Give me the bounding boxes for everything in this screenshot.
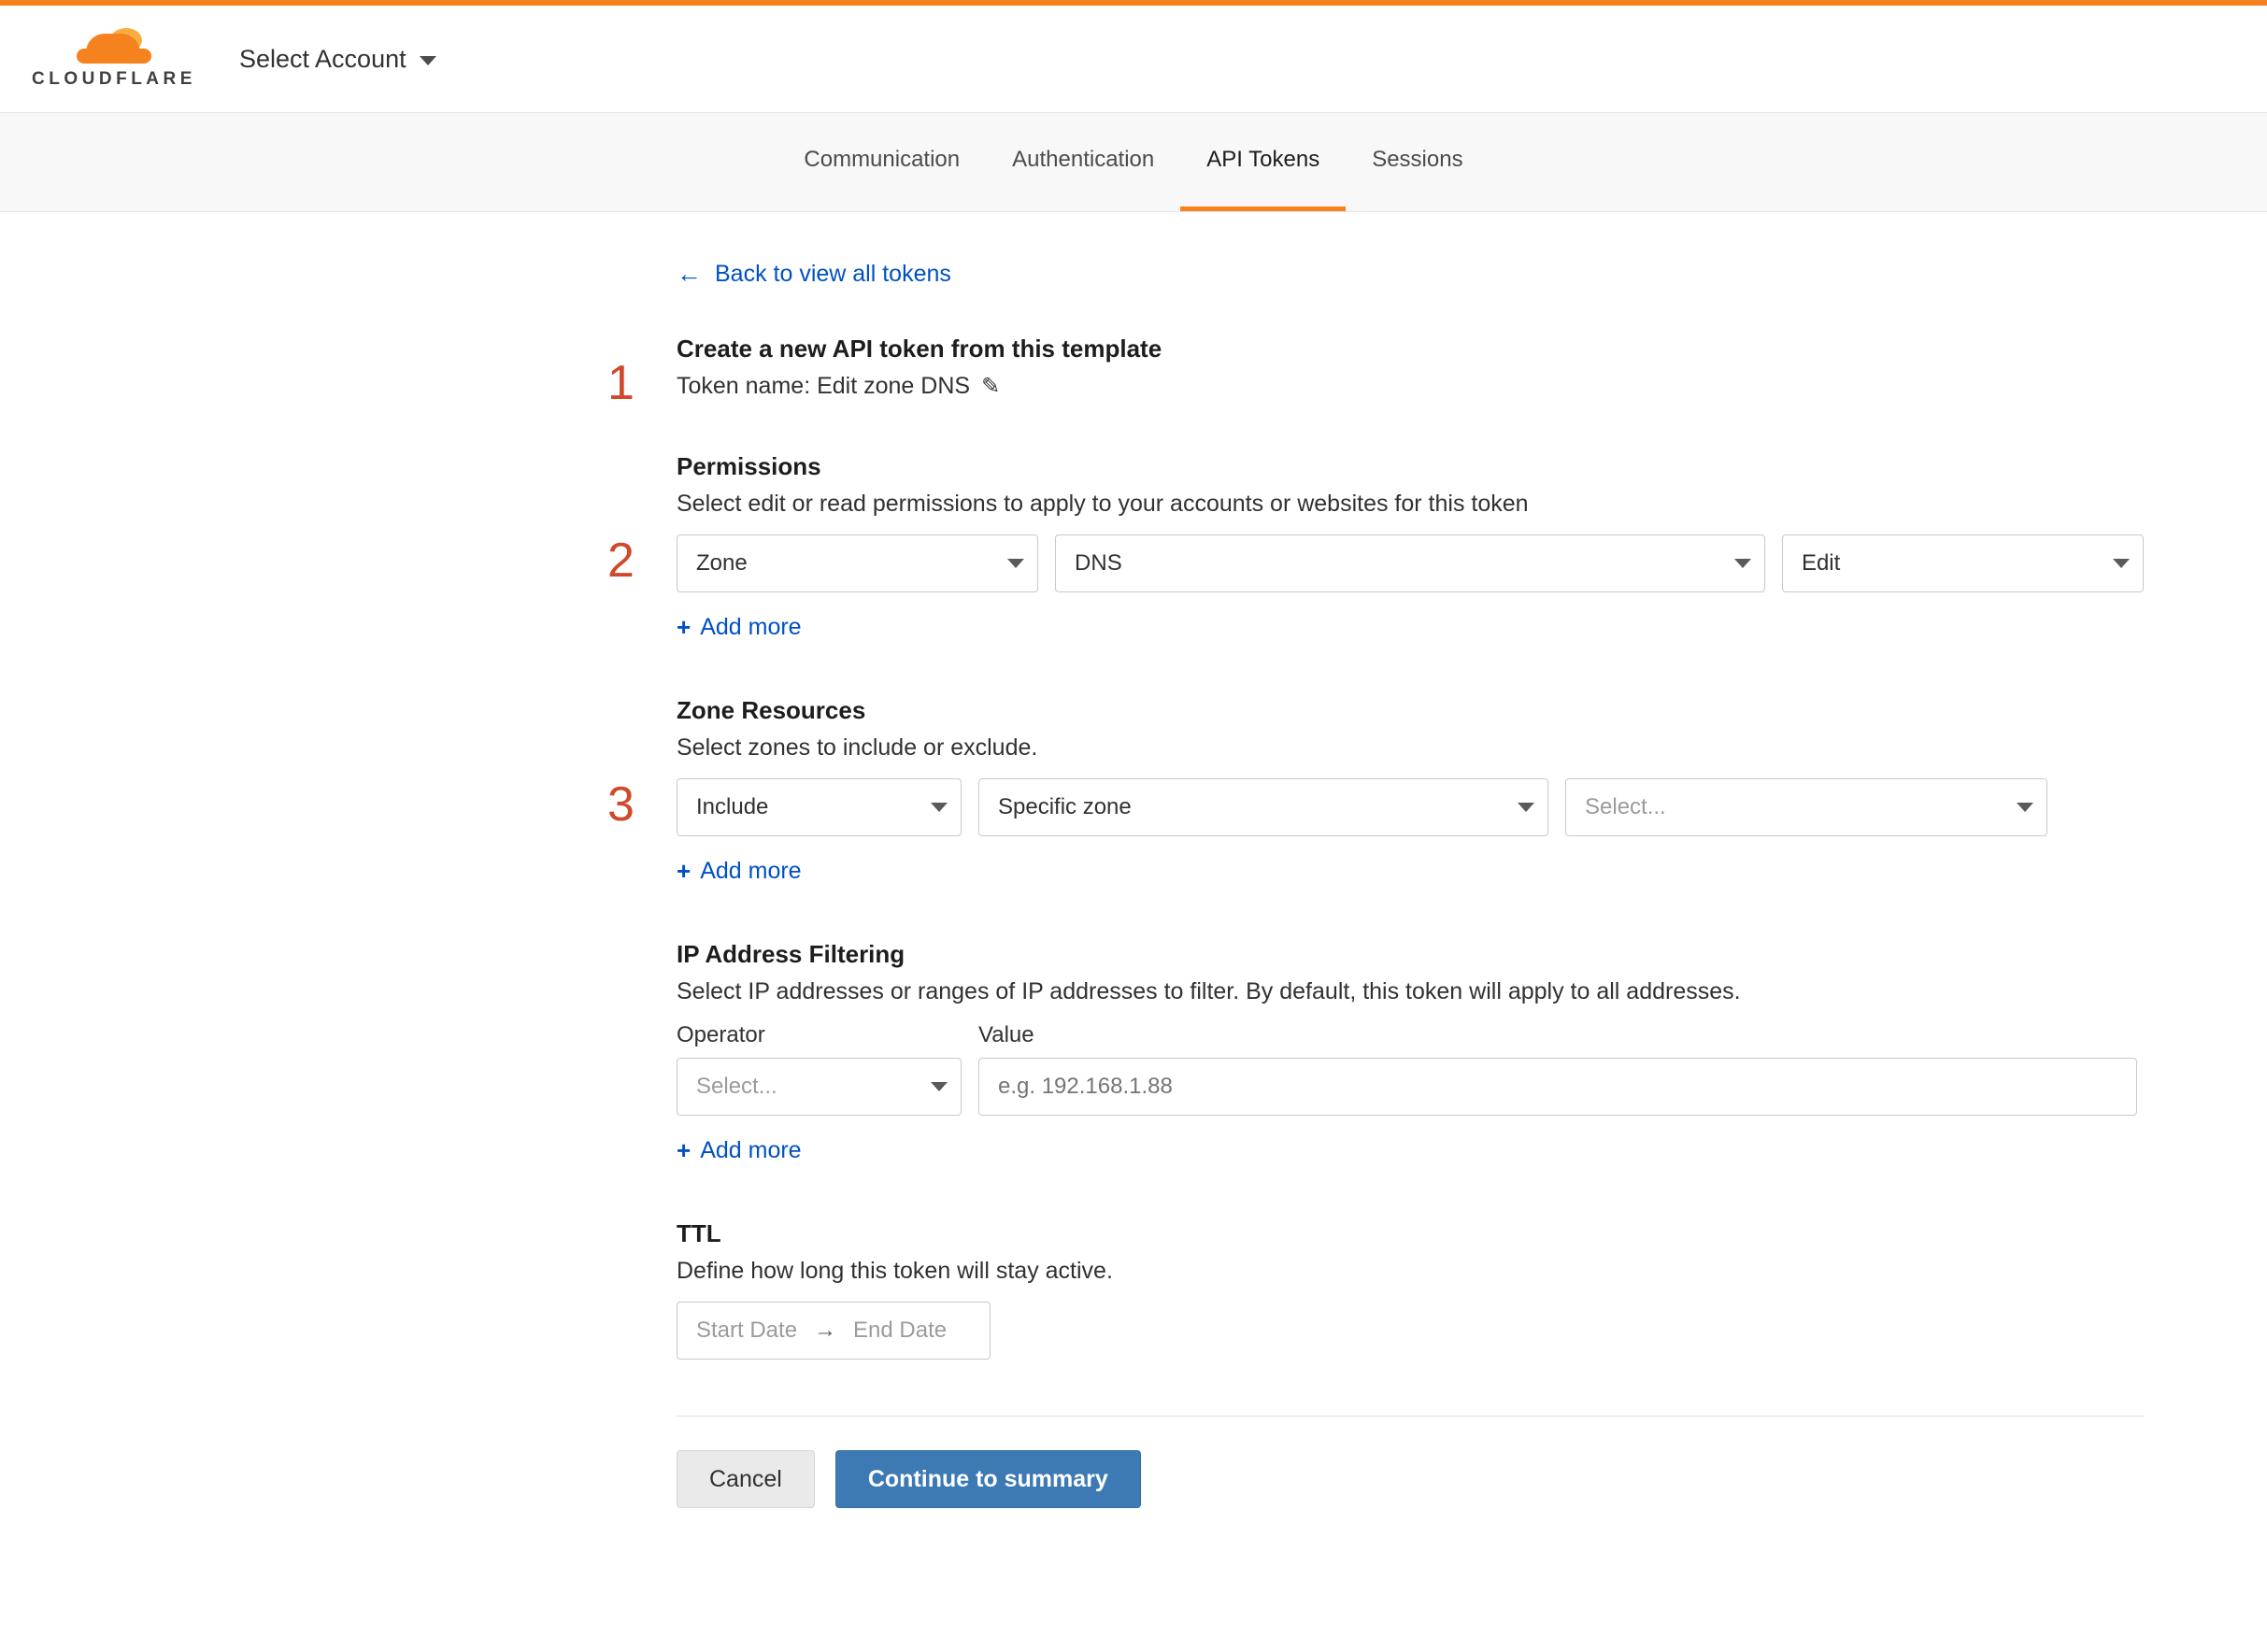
zone-resources-row	[677, 778, 2144, 836]
zone-include-value: Include	[696, 794, 769, 819]
pencil-icon[interactable]: ✎	[981, 374, 1001, 399]
tab-sessions-label: Sessions	[1372, 147, 1463, 172]
ip-operator-value: Select...	[696, 1074, 777, 1099]
logo-wordmark: CLOUDFLARE	[32, 69, 196, 89]
ttl-title: TTL	[677, 1219, 721, 1247]
cloud-icon	[69, 28, 159, 65]
plus-icon: +	[677, 1136, 692, 1164]
zone-resources-add-more-button[interactable]	[677, 857, 2144, 886]
chevron-down-icon	[1007, 559, 1024, 568]
template-title: Create a new API token from this template	[677, 335, 1162, 363]
footer-actions	[677, 1450, 2144, 1508]
ttl-section	[677, 1219, 2144, 1360]
ip-value-input[interactable]	[978, 1058, 2137, 1116]
tab-communication[interactable]	[777, 113, 986, 211]
zone-type-value: Specific zone	[998, 794, 1132, 819]
ip-filtering-title: IP Address Filtering	[677, 940, 905, 968]
tab-api-tokens-label: API Tokens	[1206, 147, 1320, 172]
ttl-start-date[interactable]: Start Date	[696, 1317, 798, 1343]
cancel-button[interactable]	[677, 1450, 815, 1508]
chevron-down-icon	[1734, 559, 1751, 568]
tab-sessions[interactable]	[1346, 113, 1489, 211]
zone-resources-section	[607, 696, 2144, 886]
permissions-section	[607, 452, 2144, 642]
step-number-1: 1	[607, 356, 634, 410]
permission-access-value: Edit	[1801, 550, 1841, 576]
ip-filtering-row	[677, 1022, 2144, 1116]
permission-access-select[interactable]	[1782, 534, 2144, 592]
zone-resources-add-more-label: Add more	[700, 858, 802, 884]
arrow-right-icon: →	[814, 1317, 837, 1343]
cancel-button-label: Cancel	[709, 1465, 782, 1492]
ip-filtering-section	[677, 940, 2144, 1165]
ip-filtering-add-more-label: Add more	[700, 1137, 802, 1163]
back-to-tokens-label: Back to view all tokens	[715, 261, 951, 287]
chevron-down-icon	[1518, 803, 1534, 812]
template-section	[607, 335, 2144, 410]
arrow-left-icon: ←	[677, 260, 702, 288]
operator-label: Operator	[677, 1022, 765, 1047]
value-label: Value	[978, 1022, 1034, 1047]
token-name-row	[677, 373, 2144, 400]
ip-filtering-description: Select IP addresses or ranges of IP addresses to filter. By default, this token will apply to all addresses.	[677, 978, 1741, 1004]
zone-name-value: Select...	[1585, 794, 1666, 819]
plus-icon: +	[677, 857, 692, 885]
permission-resource-value: DNS	[1075, 550, 1122, 576]
zone-resources-title: Zone Resources	[677, 696, 866, 724]
main-content	[0, 212, 2267, 1508]
permissions-add-more-button[interactable]	[677, 613, 2144, 642]
chevron-down-icon	[931, 1082, 948, 1091]
permission-scope-value: Zone	[696, 550, 748, 576]
permissions-add-more-label: Add more	[700, 614, 802, 640]
zone-resources-description: Select zones to include or exclude.	[677, 734, 1038, 761]
tab-authentication-label: Authentication	[1012, 147, 1155, 172]
continue-to-summary-button[interactable]	[835, 1450, 1141, 1508]
chevron-down-icon	[931, 803, 948, 812]
account-selector[interactable]	[239, 45, 436, 74]
permission-resource-select[interactable]	[1055, 534, 1765, 592]
continue-to-summary-label: Continue to summary	[867, 1465, 1108, 1492]
ip-filtering-add-more-button[interactable]	[677, 1136, 2144, 1165]
chevron-down-icon	[420, 56, 436, 65]
section-nav	[0, 113, 2267, 212]
chevron-down-icon	[2113, 559, 2130, 568]
zone-name-select[interactable]	[1565, 778, 2047, 836]
zone-type-select[interactable]	[978, 778, 1548, 836]
tab-communication-label: Communication	[804, 147, 961, 172]
ttl-end-date[interactable]: End Date	[853, 1317, 948, 1343]
zone-include-select[interactable]	[677, 778, 962, 836]
ttl-description: Define how long this token will stay active.	[677, 1258, 1113, 1284]
app-header	[0, 6, 2267, 113]
permissions-title: Permissions	[677, 452, 821, 480]
step-number-3: 3	[607, 777, 634, 832]
permissions-description: Select edit or read permissions to apply to your accounts or websites for this token	[677, 491, 1529, 517]
tab-authentication[interactable]	[986, 113, 1180, 211]
cloudflare-logo[interactable]	[22, 28, 206, 90]
permissions-row	[677, 534, 2144, 592]
chevron-down-icon	[2017, 803, 2033, 812]
permission-scope-select[interactable]	[677, 534, 1038, 592]
footer-divider	[677, 1416, 2144, 1417]
ttl-date-range-picker[interactable]	[677, 1302, 991, 1360]
ip-operator-select[interactable]	[677, 1058, 962, 1116]
step-number-2: 2	[607, 534, 634, 588]
account-selector-label: Select Account	[239, 44, 406, 73]
plus-icon: +	[677, 613, 692, 641]
back-to-tokens-link[interactable]	[677, 261, 2144, 288]
token-name-label: Token name: Edit zone DNS	[677, 373, 971, 399]
tab-api-tokens[interactable]	[1180, 113, 1346, 211]
